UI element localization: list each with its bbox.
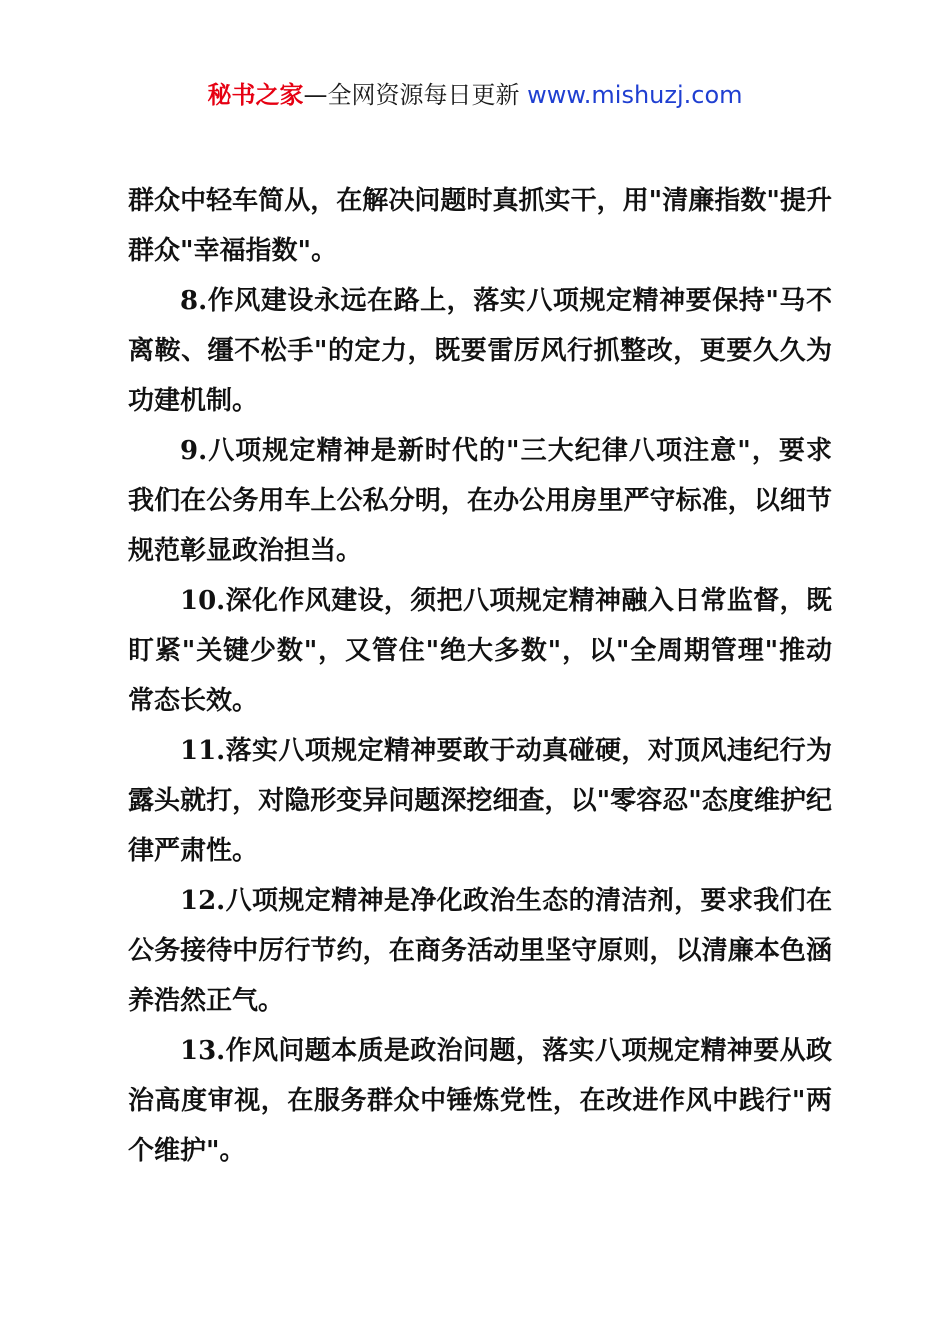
paragraph: 9.八项规定精神是新时代的"三大纪律八项注意"，要求我们在公务用车上公私分明，在办公用房里严守标准，以细节规范彰显政治担当。 — [128, 436, 832, 566]
header-slogan: —全网资源每日更新 — [303, 81, 520, 109]
page-header — [0, 78, 950, 112]
header-brand: 秘书之家 — [207, 81, 304, 109]
header-url-link[interactable]: www.mishuzj.com — [527, 81, 743, 109]
paragraph: 10.深化作风建设，须把八项规定精神融入日常监督，既盯紧"关键少数"，又管住"绝大多数"，以"全周期管理"推动常态长效。 — [128, 586, 832, 716]
paragraph: 8.作风建设永远在路上，落实八项规定精神要保持"马不离鞍、缰不松手"的定力，既要雷厉风行抓整改，更要久久为功建机制。 — [128, 286, 832, 416]
paragraph: 群众中轻车简从，在解决问题时真抓实干，用"清廉指数"提升群众"幸福指数"。 — [128, 186, 832, 266]
paragraph: 11.落实八项规定精神要敢于动真碰硬，对顶风违纪行为露头就打，对隐形变异问题深挖细查，以"零容忍"态度维护纪律严肃性。 — [128, 736, 832, 866]
paragraph: 13.作风问题本质是政治问题，落实八项规定精神要从政治高度审视，在服务群众中锤炼党性，在改进作风中践行"两个维护"。 — [128, 1036, 832, 1166]
paragraph: 12.八项规定精神是净化政治生态的清洁剂，要求我们在公务接待中厉行节约，在商务活动里坚守原则，以清廉本色涵养浩然正气。 — [128, 886, 832, 1016]
document-body — [128, 176, 832, 1176]
